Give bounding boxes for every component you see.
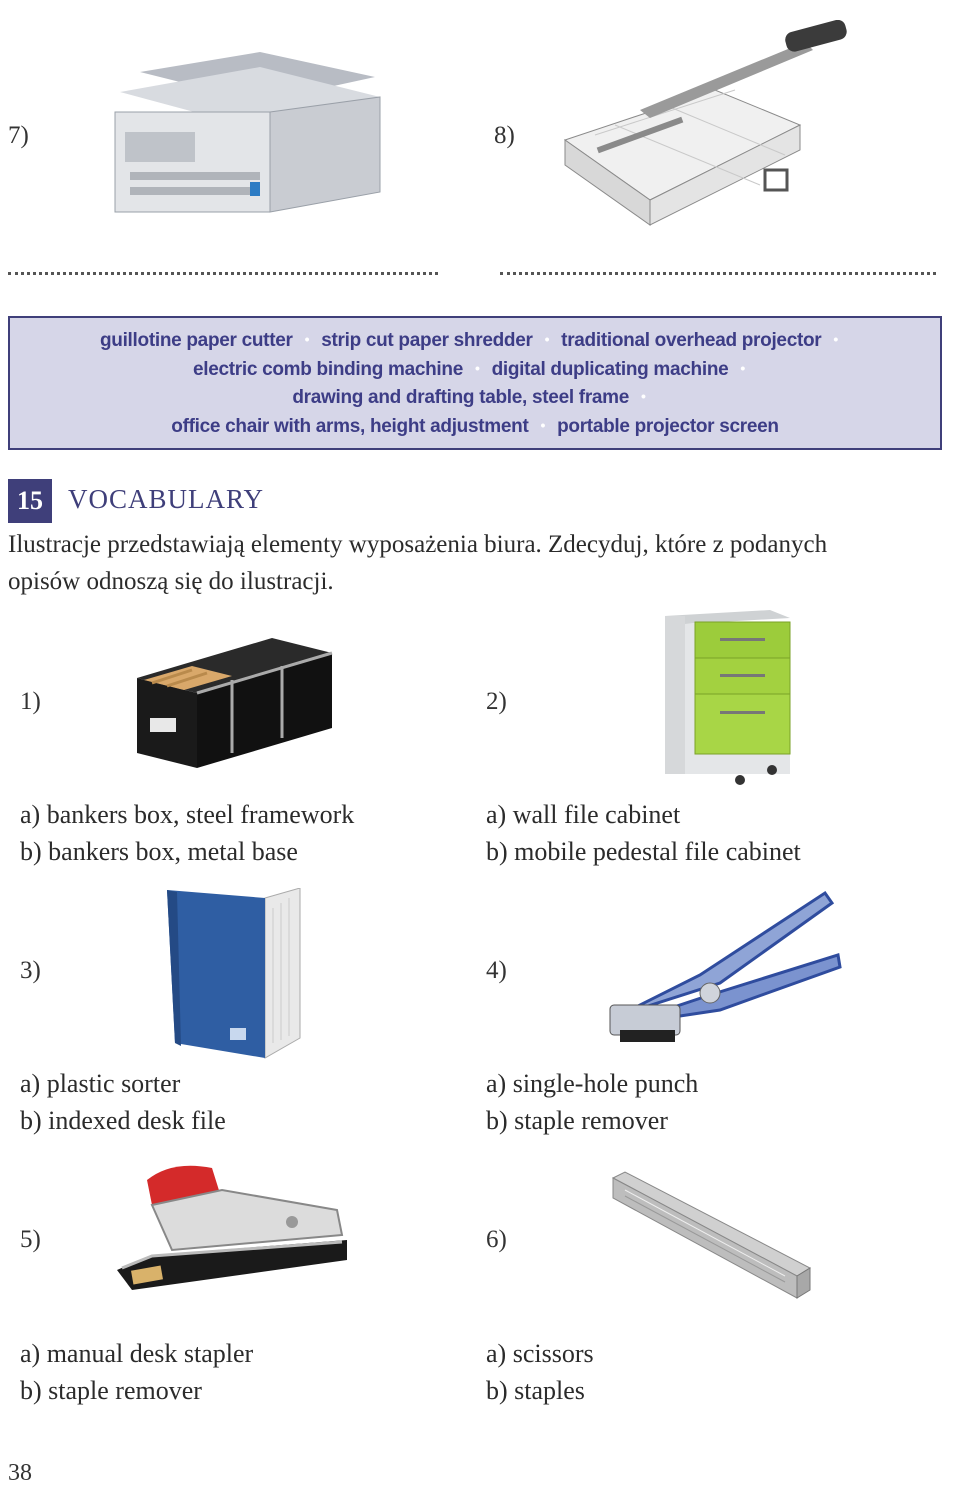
word-traditional-overhead-projector: traditional overhead projector (561, 330, 822, 351)
item-6-number: 6) (486, 1226, 507, 1253)
word-bank-line-4: office chair with arms, height adjustment • portable projector screen (171, 416, 779, 437)
section-number-badge: 15 (8, 479, 52, 523)
instruction-line-2: opisów odnoszą się do ilustracji. (8, 568, 334, 595)
item-1-number: 1) (20, 688, 41, 715)
item-8-number: 8) (494, 122, 515, 149)
page-number: 38 (8, 1460, 32, 1486)
item-3-option-a[interactable]: a) plastic sorter (20, 1069, 181, 1098)
item-6-option-b[interactable]: b) staples (486, 1376, 585, 1405)
guillotine-cutter-image (555, 20, 855, 230)
item-2-option-b[interactable]: b) mobile pedestal file cabinet (486, 837, 801, 866)
word-bank-line-3: drawing and drafting table, steel frame • (292, 387, 646, 408)
word-portable-projector-screen: portable projector screen (557, 416, 779, 437)
item-5-option-b[interactable]: b) staple remover (20, 1376, 202, 1405)
word-bank-line-2: electric comb binding machine • digital duplicating machine • (192, 359, 746, 380)
item-4-option-a[interactable]: a) single-hole punch (486, 1069, 699, 1098)
section-title: VOCABULARY (68, 484, 265, 514)
item-2-number: 2) (486, 688, 507, 715)
word-guillotine-paper-cutter: guillotine paper cutter (99, 330, 293, 351)
item-4-option-b[interactable]: b) staple remover (486, 1106, 668, 1135)
desk-file-icon (165, 888, 305, 1063)
file-cabinet-icon (660, 608, 795, 788)
word-strip-cut-paper-shredder: strip cut paper shredder (321, 330, 533, 351)
item-3-number: 3) (20, 957, 41, 984)
item-1-option-a[interactable]: a) bankers box, steel framework (20, 800, 355, 829)
answer-line-7[interactable] (8, 272, 438, 275)
item-6-option-a[interactable]: a) scissors (486, 1339, 594, 1368)
item-5-option-a[interactable]: a) manual desk stapler (20, 1339, 254, 1368)
bankers-box-icon (132, 618, 337, 768)
word-drawing-and-drafting-table: drawing and drafting table, steel frame (292, 387, 630, 408)
hole-punch-icon (600, 885, 845, 1050)
word-electric-comb-binding-machine: electric comb binding machine (192, 359, 463, 380)
item-2-option-a[interactable]: a) wall file cabinet (486, 800, 681, 829)
word-bank (8, 316, 942, 450)
staples-icon (605, 1168, 815, 1308)
photocopier-image (100, 32, 390, 217)
item-3-option-b[interactable]: b) indexed desk file (20, 1106, 226, 1135)
answer-line-8[interactable] (500, 272, 936, 275)
stapler-icon (112, 1160, 352, 1295)
item-5-number: 5) (20, 1226, 41, 1253)
item-4-number: 4) (486, 957, 507, 984)
item-1-option-b[interactable]: b) bankers box, metal base (20, 837, 298, 866)
instruction-line-1: Ilustracje przedstawiają elementy wyposażenia biura. Zdecyduj, które z podanych (8, 531, 828, 558)
item-7-number: 7) (8, 122, 29, 149)
word-digital-duplicating-machine: digital duplicating machine (491, 359, 729, 380)
word-office-chair: office chair with arms, height adjustment (171, 416, 529, 437)
word-bank-line-1: guillotine paper cutter • strip cut paper shredder • traditional overhead projector • (99, 330, 839, 351)
